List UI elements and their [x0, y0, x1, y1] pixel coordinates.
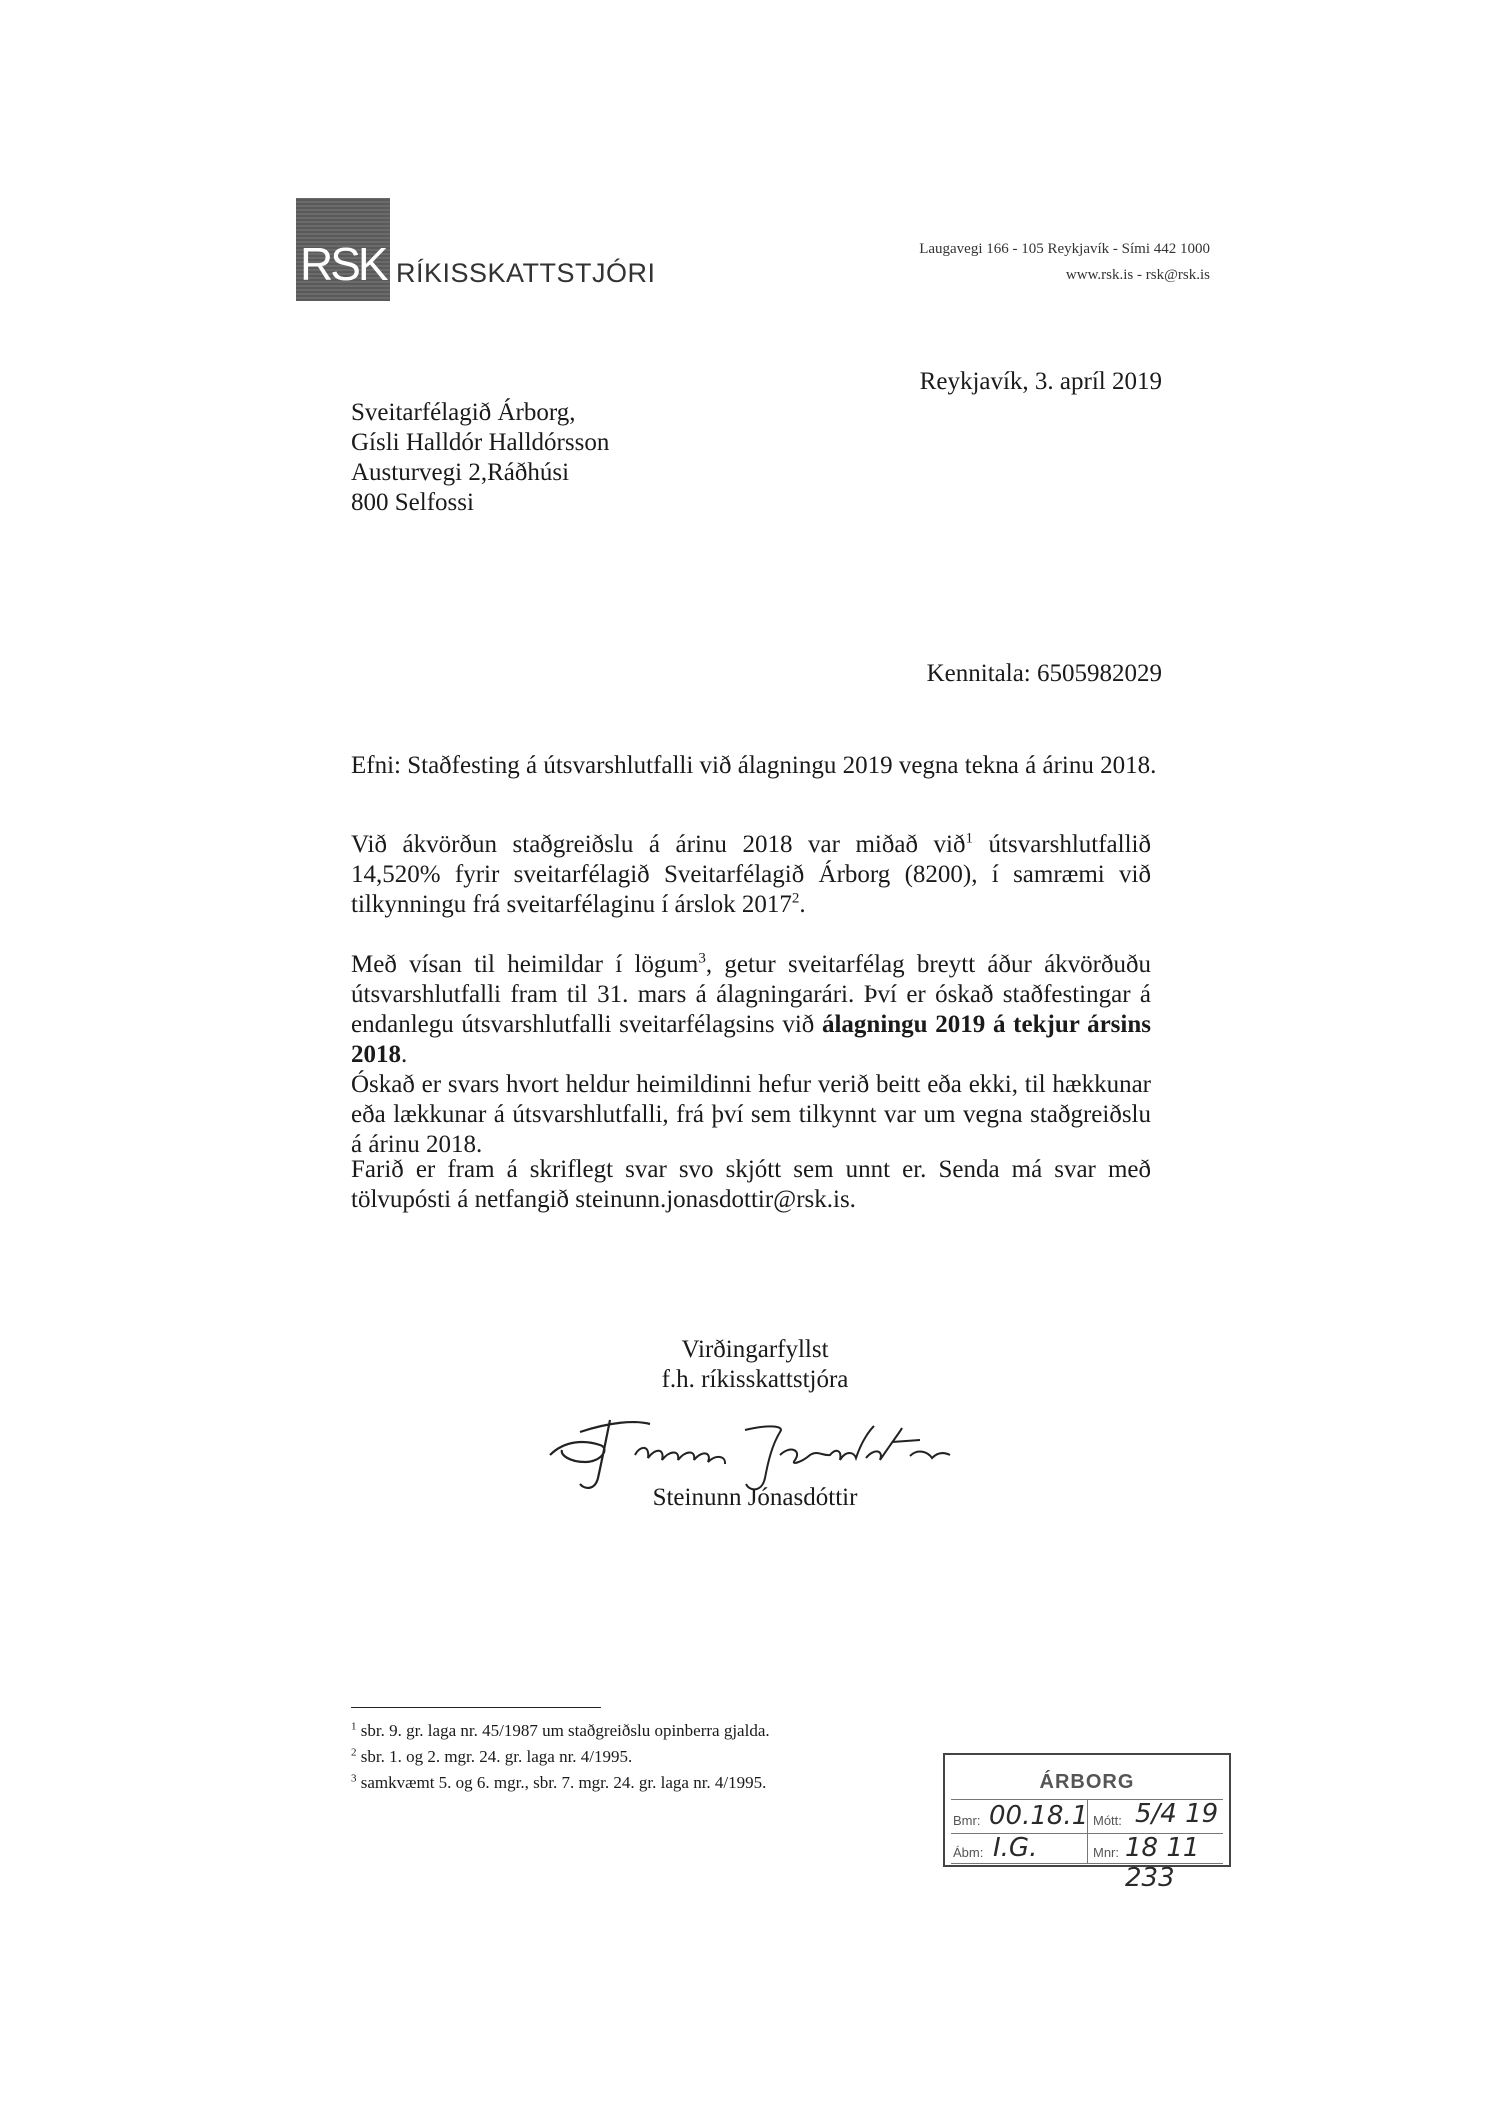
footnote-separator [351, 1707, 601, 1708]
logo-text: RSK [300, 238, 386, 290]
contact-address: Laugavegi 166 - 105 Reykjavík - Sími 442 1000 [919, 241, 1210, 257]
closing-line: Virðingarfyllst [681, 1336, 829, 1363]
rsk-logo [296, 198, 390, 301]
stamp-abm-value: I.G. [993, 1833, 1038, 1863]
footnote-item: $^2$ sbr. 1. og 2. mgr. 24. gr. laga nr. 4/1995. [351, 1746, 633, 1766]
body-paragraph-3: Óskað er svars hvort heldur heimildinni hefur verið beitt eða ekki, til hækkunar eða lækkunar á útsvarshlutfalli, frá því sem tilkynnt var um vegna staðgreiðslu á árinu 2018. [351, 1071, 1151, 1158]
recipient-line: Gísli Halldór Halldórsson [351, 429, 610, 456]
footnote-item: $^1$ sbr. 9. gr. laga nr. 45/1987 um staðgreiðslu opinberra gjalda. [351, 1720, 770, 1740]
recipient-line: Austurvegi 2,Ráðhúsi [351, 459, 570, 486]
recipient-line: Sveitarfélagið Árborg, [351, 399, 576, 426]
stamp-mott-value: 5/4 19 [1135, 1799, 1219, 1829]
recipient-address [351, 398, 609, 518]
stamp-title: ÁRBORG [1039, 1771, 1135, 1793]
contact-web: www.rsk.is - rsk@rsk.is [1065, 267, 1210, 283]
footnote-ref-3: 3 [698, 950, 706, 967]
handwritten-signature [540, 1400, 960, 1495]
closing [555, 1335, 955, 1395]
kennitala: Kennitala: 6505982029 [926, 660, 1162, 687]
header-contact [919, 236, 1210, 288]
body-paragraph-4: Farið er fram á skriflegt svar svo skjótt sem unnt er. Senda má svar með tölvupósti á netfangið steinunn.jonasdottir@rsk.is. [351, 1156, 1151, 1213]
received-stamp [943, 1753, 1231, 1893]
footnote-item: $^3$ samkvæmt 5. og 6. mgr., sbr. 7. mgr. 24. gr. laga nr. 4/1995. [351, 1772, 767, 1792]
recipient-line: 800 Selfossi [351, 489, 474, 516]
stamp-bmr-value: 00.18.1 [989, 1801, 1089, 1831]
bold-phrase: álagningu 2019 á tekjur ársins 2018 [351, 1011, 1151, 1068]
stamp-mott-label: Mótt: [1093, 1813, 1122, 1828]
footnote-ref-1: 1 [965, 830, 973, 847]
body-paragraph-2: Með vísan til heimildar í lögum$^3$, getur sveitarfélag breytt áður ákvörðuðu útsvarshlutfalli fram til 31. mars á álagningarári. Því er óskað staðfestingar á endanlegu útsvarshlutfalli sveitarfélagsins við álagningu 2019 á tekjur ársins 2018. [351, 950, 1152, 1068]
footnotes [351, 1718, 770, 1796]
org-name: RÍKISSKATTSTJÓRI [396, 258, 656, 288]
body-paragraph-1: Við ákvörðun staðgreiðslu á árinu 2018 var miðað við$^1$ útsvarshlutfallið 14,520% fyrir sveitarfélagið Sveitarfélagið Árborg (8200), í samræmi við tilkynningu frá sveitarfélaginu í árslok 2017$^2$. [351, 830, 1151, 918]
letter-date: Reykjavík, 3. apríl 2019 [919, 368, 1162, 395]
stamp-mnr-value: 18 11 233 [1125, 1833, 1200, 1893]
closing-line: f.h. ríkisskattstjóra [661, 1366, 849, 1393]
stamp-mnr-label: Mnr: [1093, 1845, 1119, 1860]
stamp-bmr-label: Bmr: [953, 1813, 981, 1828]
subject-line: Efni: Staðfesting á útsvarshlutfalli við álagningu 2019 vegna tekna á árinu 2018. [351, 752, 1157, 779]
stamp-abm-label: Ábm: [953, 1845, 984, 1860]
footnote-ref-2: 2 [791, 890, 800, 907]
signer-name: Steinunn Jónasdóttir [652, 1484, 858, 1511]
